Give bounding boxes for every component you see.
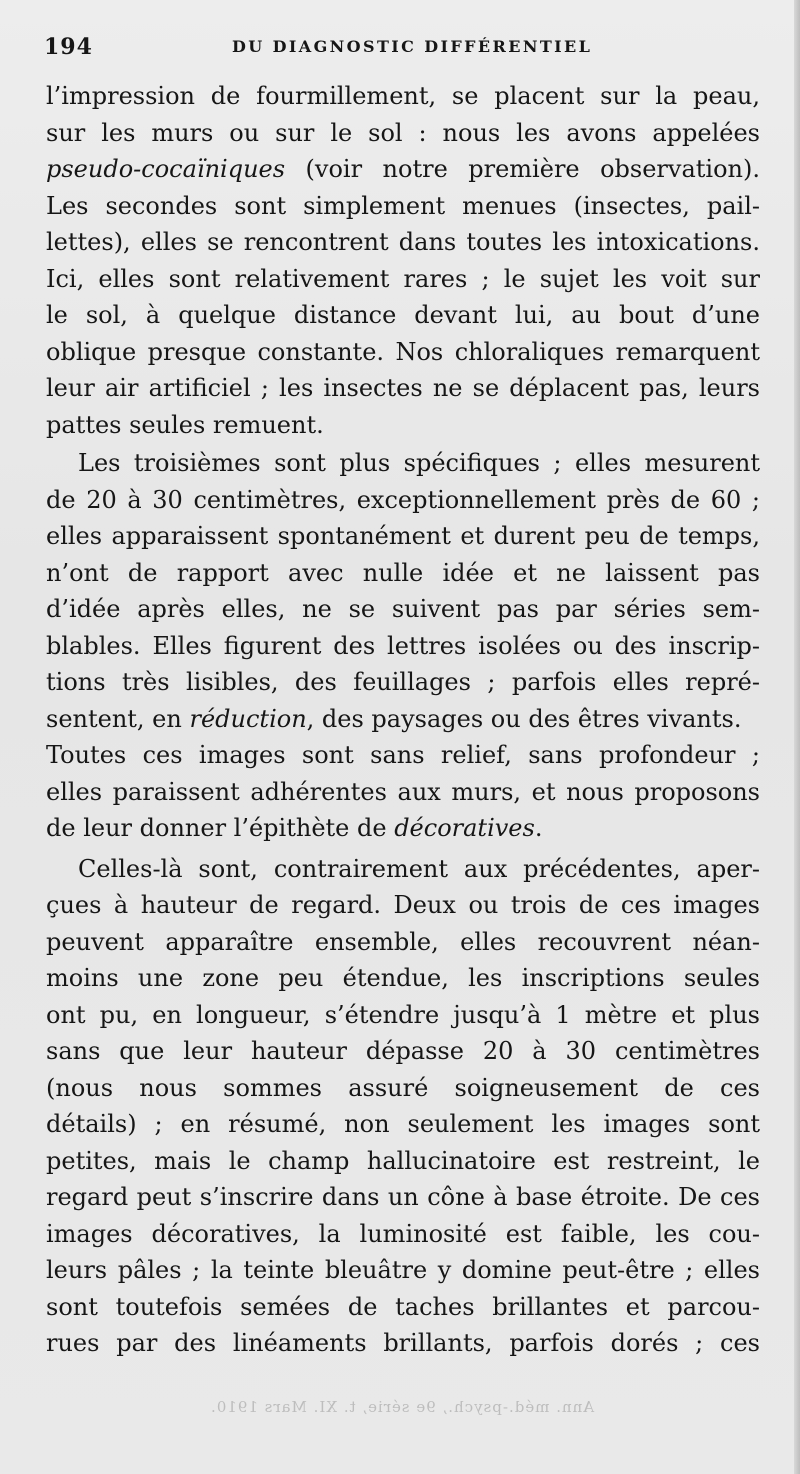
text-span: elles paraissent adhérentes aux murs, et nous proposons — [46, 777, 760, 806]
text-span: pattes seules remuent. — [46, 410, 324, 439]
running-title: DU DIAGNOSTIC DIFFÉRENTIEL — [232, 37, 593, 56]
text-span: le sol, à quelque distance devant lui, au bout d’une — [46, 301, 760, 329]
text-line — [46, 224, 760, 260]
text-line — [46, 810, 760, 846]
text-line — [46, 261, 760, 297]
text-line — [46, 924, 760, 960]
text-line — [46, 151, 760, 187]
text-span: d’idée après elles, ne se suivent pas par séries sem- — [46, 595, 760, 623]
text-span: de 20 à 30 centimètres, exceptionnellement près de 60 ; — [46, 485, 760, 514]
text-span: . — [534, 814, 543, 842]
bleed-through-text: Ann. méd.-psych., 9e série, t. XI. Mars 1910. — [210, 1398, 595, 1416]
text-line — [46, 628, 760, 664]
text-span: Les secondes sont simplement menues (insectes, pail- — [46, 191, 760, 220]
text-line — [46, 737, 760, 773]
text-line — [46, 482, 760, 518]
text-span: de leur donner l’épithète de — [46, 814, 395, 842]
text-span: tions très lisibles, des feuillages ; parfois elles repré- — [46, 668, 760, 696]
text-line — [46, 1070, 760, 1106]
text-span: détails) ; en résumé, non seulement les images sont — [46, 1110, 760, 1138]
text-line — [46, 370, 760, 406]
text-span: (nous nous sommes assuré soigneusement de ces — [46, 1073, 760, 1102]
text-span: lettes), elles se rencontrent dans toutes les intoxications. — [46, 228, 760, 256]
text-span: images décoratives, la luminosité est faible, les cou- — [46, 1219, 760, 1248]
text-span: Ici, elles sont relativement rares ; le sujet les voit sur — [46, 264, 760, 293]
text-span: Celles-là sont, contrairement aux précédentes, aper- — [78, 854, 760, 883]
text-line — [46, 774, 760, 810]
text-span: leur air artificiel ; les insectes ne se déplacent pas, leurs — [46, 374, 760, 402]
text-line — [46, 78, 760, 114]
text-span: sur les murs ou sur le sol : nous les avons appelées — [46, 118, 760, 147]
text-line — [46, 518, 760, 554]
page-edge — [794, 0, 800, 1474]
text-span: , des paysages ou des êtres vivants. — [306, 704, 742, 733]
text-line — [46, 1143, 760, 1179]
text-line — [78, 851, 760, 887]
text-span: l’impression de fourmillement, se placent sur la peau, — [46, 82, 760, 110]
text-line — [46, 664, 760, 700]
text-span: leurs pâles ; la teinte bleuâtre y domine peut-être ; elles — [46, 1256, 760, 1284]
text-span: çues à hauteur de regard. Deux ou trois de ces images — [46, 891, 760, 919]
text-line — [46, 1289, 760, 1325]
text-span: rues par des linéaments brillants, parfois dorés ; ces — [46, 1329, 760, 1357]
text-line — [46, 555, 760, 591]
text-line — [46, 960, 760, 996]
text-span: sont toutefois semées de taches brillantes et parcou- — [46, 1292, 760, 1321]
text-span: sans que leur hauteur dépasse 20 à 30 centimètres — [46, 1037, 760, 1065]
text-span: Toutes ces images sont sans relief, sans profondeur ; — [46, 741, 760, 769]
text-span: n’ont de rapport avec nulle idée et ne laissent pas — [46, 558, 760, 587]
text-span: elles apparaissent spontanément et durent peu de temps, — [46, 522, 760, 550]
text-span: moins une zone peu étendue, les inscriptions seules — [46, 964, 760, 992]
text-line — [46, 1179, 760, 1215]
text-span: petites, mais le champ hallucinatoire est restreint, le — [46, 1146, 760, 1175]
italic-term: pseudo-cocaïniques — [46, 155, 286, 183]
text-span: regard peut s’inscrire dans un cône à base étroite. De ces — [46, 1183, 760, 1211]
italic-term: décoratives — [394, 814, 535, 842]
text-line — [46, 887, 760, 923]
text-line — [46, 1325, 760, 1361]
text-line — [46, 1106, 760, 1142]
page-number: 194 — [44, 34, 93, 60]
text-line — [78, 445, 760, 481]
text-line — [46, 188, 760, 224]
text-line — [46, 1216, 760, 1252]
text-line — [46, 1252, 760, 1288]
text-span: oblique presque constante. Nos chloraliques remarquent — [46, 337, 760, 366]
text-span: (voir notre première observation). — [285, 155, 760, 183]
text-line — [46, 997, 760, 1033]
italic-term: réduction — [189, 704, 307, 733]
text-line — [46, 407, 760, 443]
text-line — [46, 591, 760, 627]
text-line — [46, 297, 760, 333]
text-line — [46, 334, 760, 370]
text-span: peuvent apparaître ensemble, elles recouvrent néan- — [46, 927, 760, 956]
text-line — [46, 115, 760, 151]
text-line — [46, 701, 760, 737]
text-span: Les troisièmes sont plus spécifiques ; elles mesurent — [78, 449, 760, 477]
text-span: ont pu, en longueur, s’étendre jusqu’à 1 mètre et plus — [46, 1000, 760, 1029]
page-header — [44, 34, 764, 68]
text-span: blables. Elles figurent des lettres isolées ou des inscrip- — [46, 631, 760, 660]
text-span: sentent, en — [46, 704, 190, 733]
text-line — [46, 1033, 760, 1069]
